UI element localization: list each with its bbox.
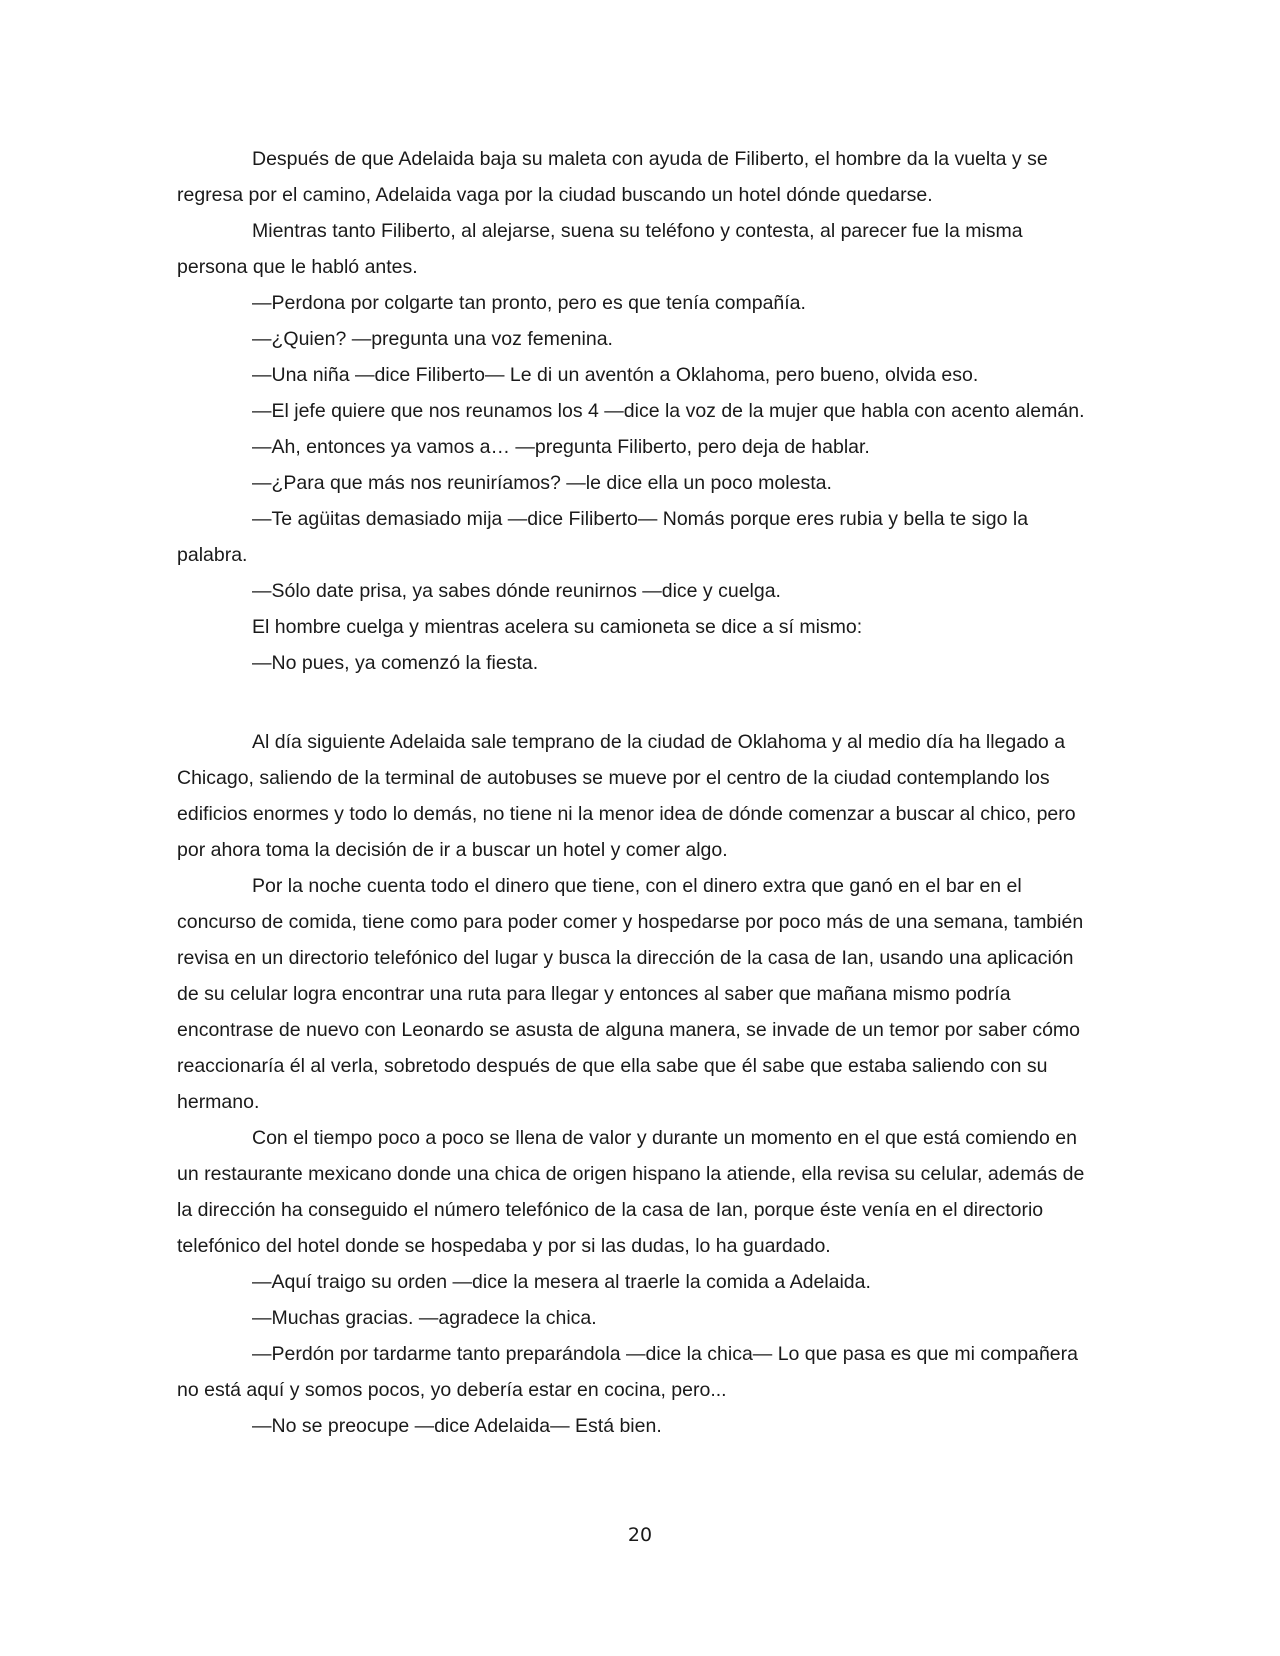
paragraph: Con el tiempo poco a poco se llena de valor y durante un momento en el que está comiendo en un restaurante mexicano donde una chica de origen hispano la atiende, ella revisa su celular, además de la dirección ha conseguido el número telefónico de la casa de Ian, porque éste venía en el directorio telefónico del hotel donde se hospedaba y por si las dudas, lo ha guardado. bbox=[177, 1127, 1085, 1257]
dialogue-line: —No pues, ya comenzó la fiesta. bbox=[252, 652, 539, 674]
dialogue-line: —Perdona por colgarte tan pronto, pero es que tenía compañía. bbox=[252, 292, 806, 314]
page-number: 20 bbox=[627, 1524, 653, 1546]
dialogue-line: —No se preocupe —dice Adelaida— Está bien. bbox=[252, 1415, 662, 1437]
dialogue-line: —¿Quien? —pregunta una voz femenina. bbox=[252, 328, 613, 350]
paragraph: Después de que Adelaida baja su maleta con ayuda de Filiberto, el hombre da la vuelta y se regresa por el camino, Adelaida vaga por la ciudad buscando un hotel dónde quedarse. bbox=[177, 148, 1048, 206]
paragraph: Mientras tanto Filiberto, al alejarse, suena su teléfono y contesta, al parecer fue la misma persona que le habló antes. bbox=[177, 220, 1023, 278]
dialogue-line: —Una niña —dice Filiberto— Le di un aventón a Oklahoma, pero bueno, olvida eso. bbox=[252, 364, 979, 386]
paragraph: Al día siguiente Adelaida sale temprano de la ciudad de Oklahoma y al medio día ha llegado a Chicago, saliendo de la terminal de autobuses se mueve por el centro de la ciudad contemplando los edificios enormes y todo lo demás, no tiene ni la menor idea de dónde comenzar a buscar al chico, pero por ahora toma la decisión de ir a buscar un hotel y comer algo. bbox=[177, 731, 1076, 861]
paragraph: El hombre cuelga y mientras acelera su camioneta se dice a sí mismo: bbox=[252, 616, 863, 638]
paragraph: Por la noche cuenta todo el dinero que tiene, con el dinero extra que ganó en el bar en el concurso de comida, tiene como para poder comer y hospedarse por poco más de una semana, también revisa en un directorio telefónico del lugar y busca la dirección de la casa de Ian, usando una aplicación de su celular logra encontrar una ruta para llegar y entonces al saber que mañana mismo podría encontrase de nuevo con Leonardo se asusta de alguna manera, se invade de un temor por saber cómo reaccionaría él al verla, sobretodo después de que ella sabe que él sabe que estaba saliendo con su hermano. bbox=[177, 875, 1084, 1113]
dialogue-line: —Te agüitas demasiado mija —dice Filiberto— Nomás porque eres rubia y bella te sigo la palabra. bbox=[177, 508, 1029, 566]
dialogue-line: —Aquí traigo su orden —dice la mesera al traerle la comida a Adelaida. bbox=[252, 1271, 871, 1293]
dialogue-line: —El jefe quiere que nos reunamos los 4 —dice la voz de la mujer que habla con acento alemán. bbox=[252, 400, 1085, 422]
dialogue-line: —Ah, entonces ya vamos a… —pregunta Filiberto, pero deja de hablar. bbox=[252, 436, 870, 458]
dialogue-line: —Muchas gracias. —agradece la chica. bbox=[252, 1307, 597, 1329]
dialogue-line: —Sólo date prisa, ya sabes dónde reunirnos —dice y cuelga. bbox=[252, 580, 781, 602]
body-text bbox=[177, 141, 1097, 1444]
dialogue-line: —Perdón por tardarme tanto preparándola —dice la chica— Lo que pasa es que mi compañera no está aquí y somos pocos, yo debería estar en cocina, pero... bbox=[177, 1343, 1078, 1401]
section-break bbox=[177, 681, 1097, 724]
dialogue-line: —¿Para que más nos reuniríamos? —le dice ella un poco molesta. bbox=[252, 472, 832, 494]
